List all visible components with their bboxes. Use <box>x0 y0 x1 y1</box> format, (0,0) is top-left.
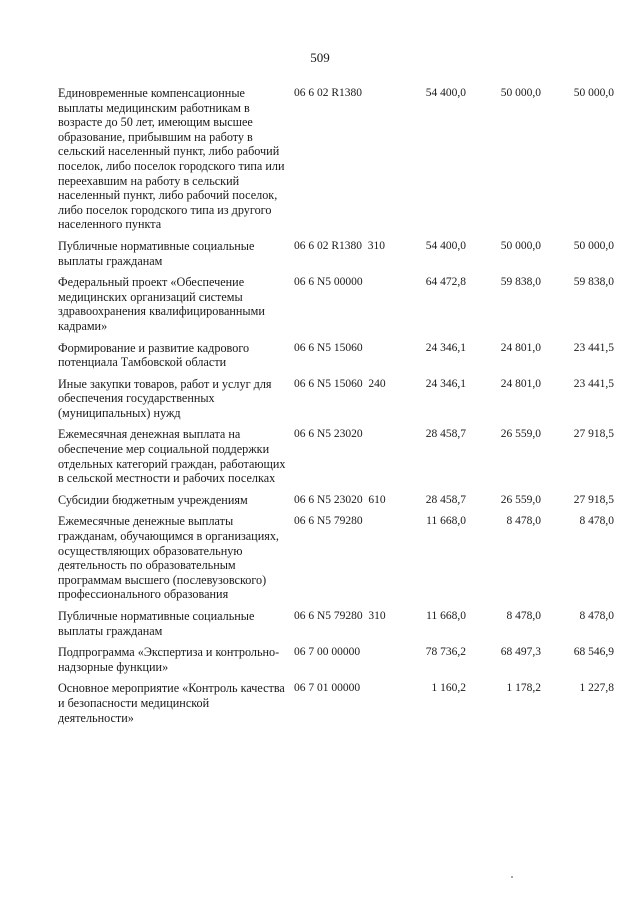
row-amount-2: 24 801,0 <box>500 341 541 354</box>
row-amount-3: 23 441,5 <box>573 341 614 354</box>
table-row <box>58 427 618 485</box>
row-code: 06 6 N5 00000 <box>294 276 363 289</box>
table-row <box>58 275 618 333</box>
row-code: 06 6 02 R1380 310 <box>294 239 386 252</box>
row-amount-3: 59 838,0 <box>573 276 614 289</box>
row-code: 06 6 N5 23020 <box>294 428 363 441</box>
row-amount-1: 11 668,0 <box>426 610 466 622</box>
row-code: 06 7 00 00000 <box>294 646 361 659</box>
row-amount-2: 8 478,0 <box>506 610 541 622</box>
budget-table <box>58 86 618 732</box>
table-row <box>58 239 618 268</box>
row-amount-1: 11 668,0 <box>426 515 466 528</box>
row-amount-2: 50 000,0 <box>500 87 541 99</box>
page-number: 509 <box>310 50 330 65</box>
row-amount-1: 28 458,7 <box>425 493 466 506</box>
row-amount-2: 68 497,3 <box>500 646 541 659</box>
row-code: 06 6 02 R1380 <box>294 87 363 99</box>
row-name: Федеральный проект «Обеспечение медицинских организаций системы здравоохранения квалифицированными кадрами» <box>58 275 265 333</box>
table-row <box>58 493 618 508</box>
row-amount-1: 64 472,8 <box>425 276 466 289</box>
table-row <box>58 609 618 638</box>
row-name: Формирование и развитие кадрового потенциала Тамбовской области <box>58 340 250 370</box>
row-name: Публичные нормативные социальные выплаты гражданам <box>58 609 255 638</box>
row-amount-2: 50 000,0 <box>500 239 541 252</box>
table-row <box>58 377 618 421</box>
row-name: Единовременные компенсационные выплаты медицинским работникам в возрасте до 50 лет, имеющим высшее образование, прибывшим на работу в сельский населенный пункт, либо рабочий поселок, либо поселок городского типа или переехавшим на работу в сельский населенный пункт, либо рабочий поселок, либо поселок городского типа из другого населенного пункта <box>58 86 285 232</box>
table-row <box>58 645 618 674</box>
row-amount-3: 50 000,0 <box>573 239 614 252</box>
row-code: 06 7 01 00000 <box>294 682 361 695</box>
row-name: Субсидии бюджетным учреждениям <box>58 492 248 507</box>
row-amount-1: 24 346,1 <box>425 341 466 354</box>
row-amount-2: 26 559,0 <box>500 493 541 506</box>
row-amount-3: 23 441,5 <box>573 377 614 390</box>
row-amount-1: 78 736,2 <box>425 646 466 659</box>
row-code: 06 6 N5 79280 310 <box>294 610 386 622</box>
row-amount-2: 24 801,0 <box>500 377 541 390</box>
row-amount-3: 1 227,8 <box>579 682 614 695</box>
table-row <box>58 341 618 370</box>
row-amount-2: 8 478,0 <box>506 515 541 528</box>
row-amount-1: 54 400,0 <box>425 239 466 252</box>
row-amount-2: 1 178,2 <box>506 682 541 695</box>
row-name: Основное мероприятие «Контроль качества и безопасности медицинской деятельности» <box>58 681 285 725</box>
row-name: Ежемесячные денежные выплаты гражданам, обучающимся в организациях, осуществляющих образовательную деятельность по образовательным программам высшего (послевузовского) профессионального образования <box>58 514 279 602</box>
row-name: Подпрограмма «Экспертиза и контрольно-надзорные функции» <box>58 645 280 674</box>
row-amount-3: 68 546,9 <box>573 646 614 659</box>
row-code: 06 6 N5 23020 610 <box>294 493 386 506</box>
table-row <box>58 86 618 232</box>
row-code: 06 6 N5 79280 <box>294 515 363 528</box>
scan-speck <box>511 876 513 878</box>
table-row <box>58 514 618 602</box>
row-amount-3: 8 478,0 <box>579 515 614 528</box>
row-name: Ежемесячная денежная выплата на обеспечение мер социальной поддержки отдельных категорий граждан, работающих в сельской местности и рабочих поселках <box>58 427 286 486</box>
row-amount-2: 26 559,0 <box>500 428 541 441</box>
row-amount-3: 8 478,0 <box>579 610 614 622</box>
row-amount-1: 28 458,7 <box>425 428 466 441</box>
row-name: Иные закупки товаров, работ и услуг для обеспечения государственных (муниципальных) нужд <box>58 376 272 420</box>
row-code: 06 6 N5 15060 240 <box>294 377 386 390</box>
row-amount-3: 27 918,5 <box>573 493 614 506</box>
row-name: Публичные нормативные социальные выплаты гражданам <box>58 238 255 268</box>
row-amount-1: 54 400,0 <box>425 87 466 99</box>
row-amount-1: 1 160,2 <box>431 682 466 695</box>
row-code: 06 6 N5 15060 <box>294 341 363 354</box>
row-amount-3: 50 000,0 <box>573 87 614 99</box>
row-amount-1: 24 346,1 <box>425 377 466 390</box>
row-amount-2: 59 838,0 <box>500 276 541 289</box>
table-row <box>58 681 618 725</box>
row-amount-3: 27 918,5 <box>573 428 614 441</box>
